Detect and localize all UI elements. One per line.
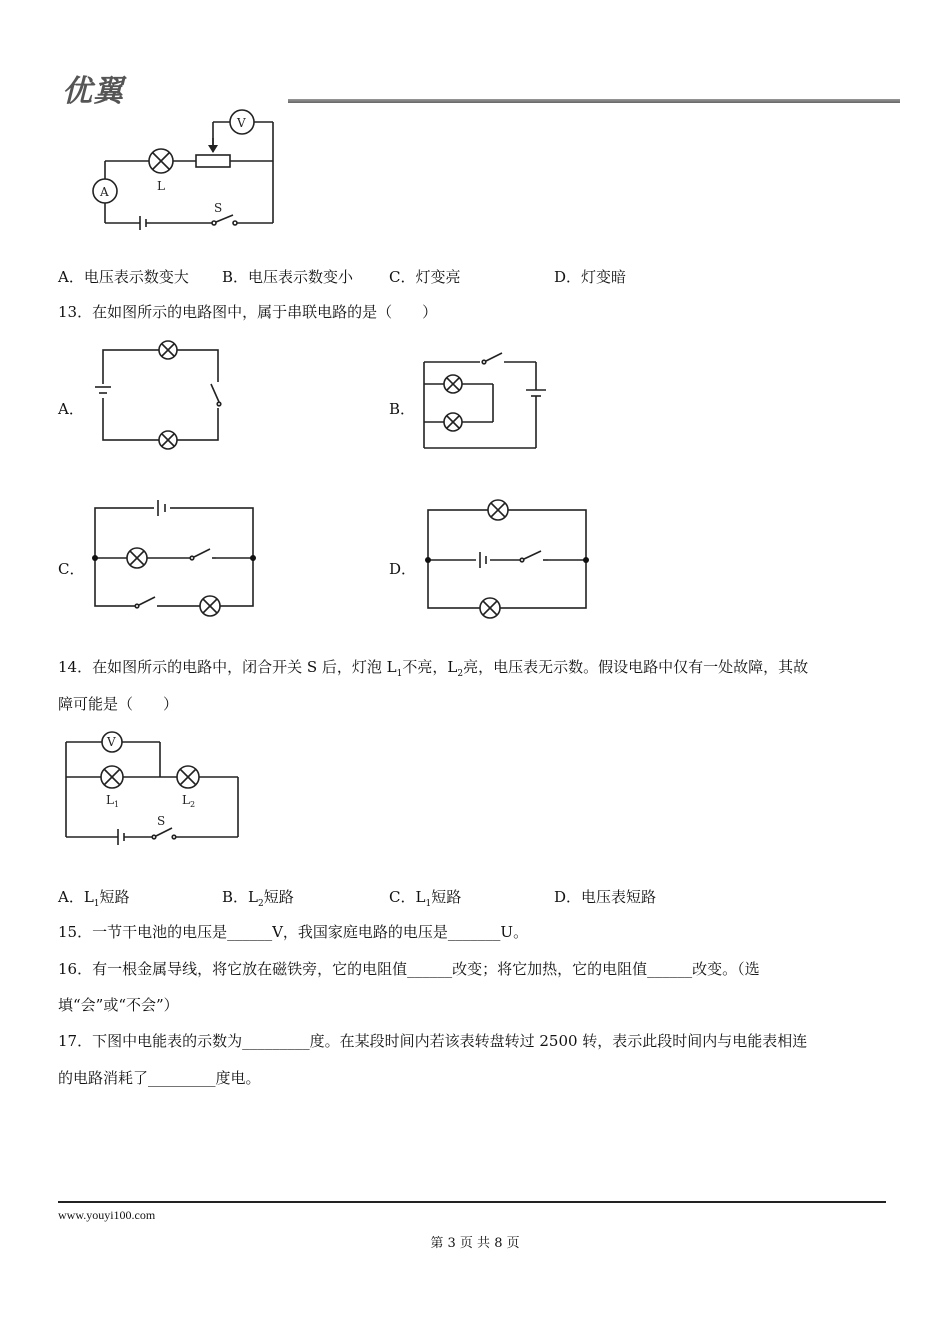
q14-option-d[interactable]: D．电压表短路 bbox=[554, 888, 657, 906]
q12-option-a[interactable]: A．电压表示数变大 bbox=[58, 268, 189, 286]
header-rule bbox=[288, 99, 900, 103]
q17-line2: 的电路消耗了_________度电。 bbox=[58, 1069, 261, 1087]
q16-line1: 16．有一根金属导线，将它放在磁铁旁，它的电阻值______改变；将它加热，它的电阻值______改变。（选 bbox=[58, 960, 760, 978]
q14-switch-label: S bbox=[157, 814, 166, 828]
q13-option-a-label[interactable]: A． bbox=[58, 400, 84, 418]
q16-line2: 填“会”或“不会”） bbox=[58, 996, 179, 1014]
q12-voltmeter-label: V bbox=[237, 116, 246, 130]
footer-url[interactable]: www.youyi100.com bbox=[58, 1208, 156, 1222]
q14-stem-line1: 14．在如图所示的电路中，闭合开关 S 后，灯泡 $L_1$不亮，$L_2$亮，电压表无示数。假设电路中仅有一处故障，其故 bbox=[58, 658, 809, 679]
q13-option-b-label[interactable]: B． bbox=[389, 400, 416, 418]
q14-l2-label: $L_2$ bbox=[182, 793, 196, 809]
q13-stem: 13．在如图所示的电路图中，属于串联电路的是（ ） bbox=[58, 303, 438, 321]
q15-text: 15．一节干电池的电压是______V，我国家庭电路的电压是_______U。 bbox=[58, 923, 529, 941]
q13-option-d-label[interactable]: D． bbox=[389, 560, 417, 578]
q12-option-b[interactable]: B．电压表示数变小 bbox=[222, 268, 354, 286]
q13-circuit-b bbox=[420, 350, 550, 450]
q13-circuit-d bbox=[424, 498, 594, 613]
q14-option-a[interactable]: A．$L_1$短路 bbox=[58, 888, 130, 909]
q12-ammeter-label: A bbox=[100, 185, 109, 199]
q14-option-c[interactable]: C．$L_1$短路 bbox=[389, 888, 462, 909]
q14-voltmeter-label: V bbox=[107, 735, 116, 749]
brand-logo: 优翼 bbox=[62, 74, 124, 109]
q13-option-c-label[interactable]: C． bbox=[58, 560, 85, 578]
q13-circuit-a bbox=[95, 340, 225, 450]
page-number: 第 3 页 共 8 页 bbox=[430, 1236, 520, 1251]
q14-stem-line2: 障可能是（ ） bbox=[58, 695, 179, 713]
footer-rule bbox=[58, 1201, 886, 1203]
q14-option-b[interactable]: B．$L_2$短路 bbox=[222, 888, 294, 909]
q14-l1-label: $L_1$ bbox=[106, 793, 120, 809]
q12-circuit-diagram bbox=[90, 108, 290, 233]
q17-line1: 17．下图中电能表的示数为_________度。在某段时间内若该表转盘转过 2500 转，表示此段时间内与电能表相连 bbox=[58, 1032, 808, 1050]
q12-option-c[interactable]: C．灯变亮 bbox=[389, 268, 461, 286]
q13-circuit-c bbox=[90, 498, 260, 613]
q12-lamp-label: L bbox=[157, 179, 165, 193]
q14-circuit-diagram bbox=[60, 725, 245, 850]
q12-switch-label: S bbox=[214, 201, 223, 215]
q12-option-d[interactable]: D．灯变暗 bbox=[554, 268, 627, 286]
